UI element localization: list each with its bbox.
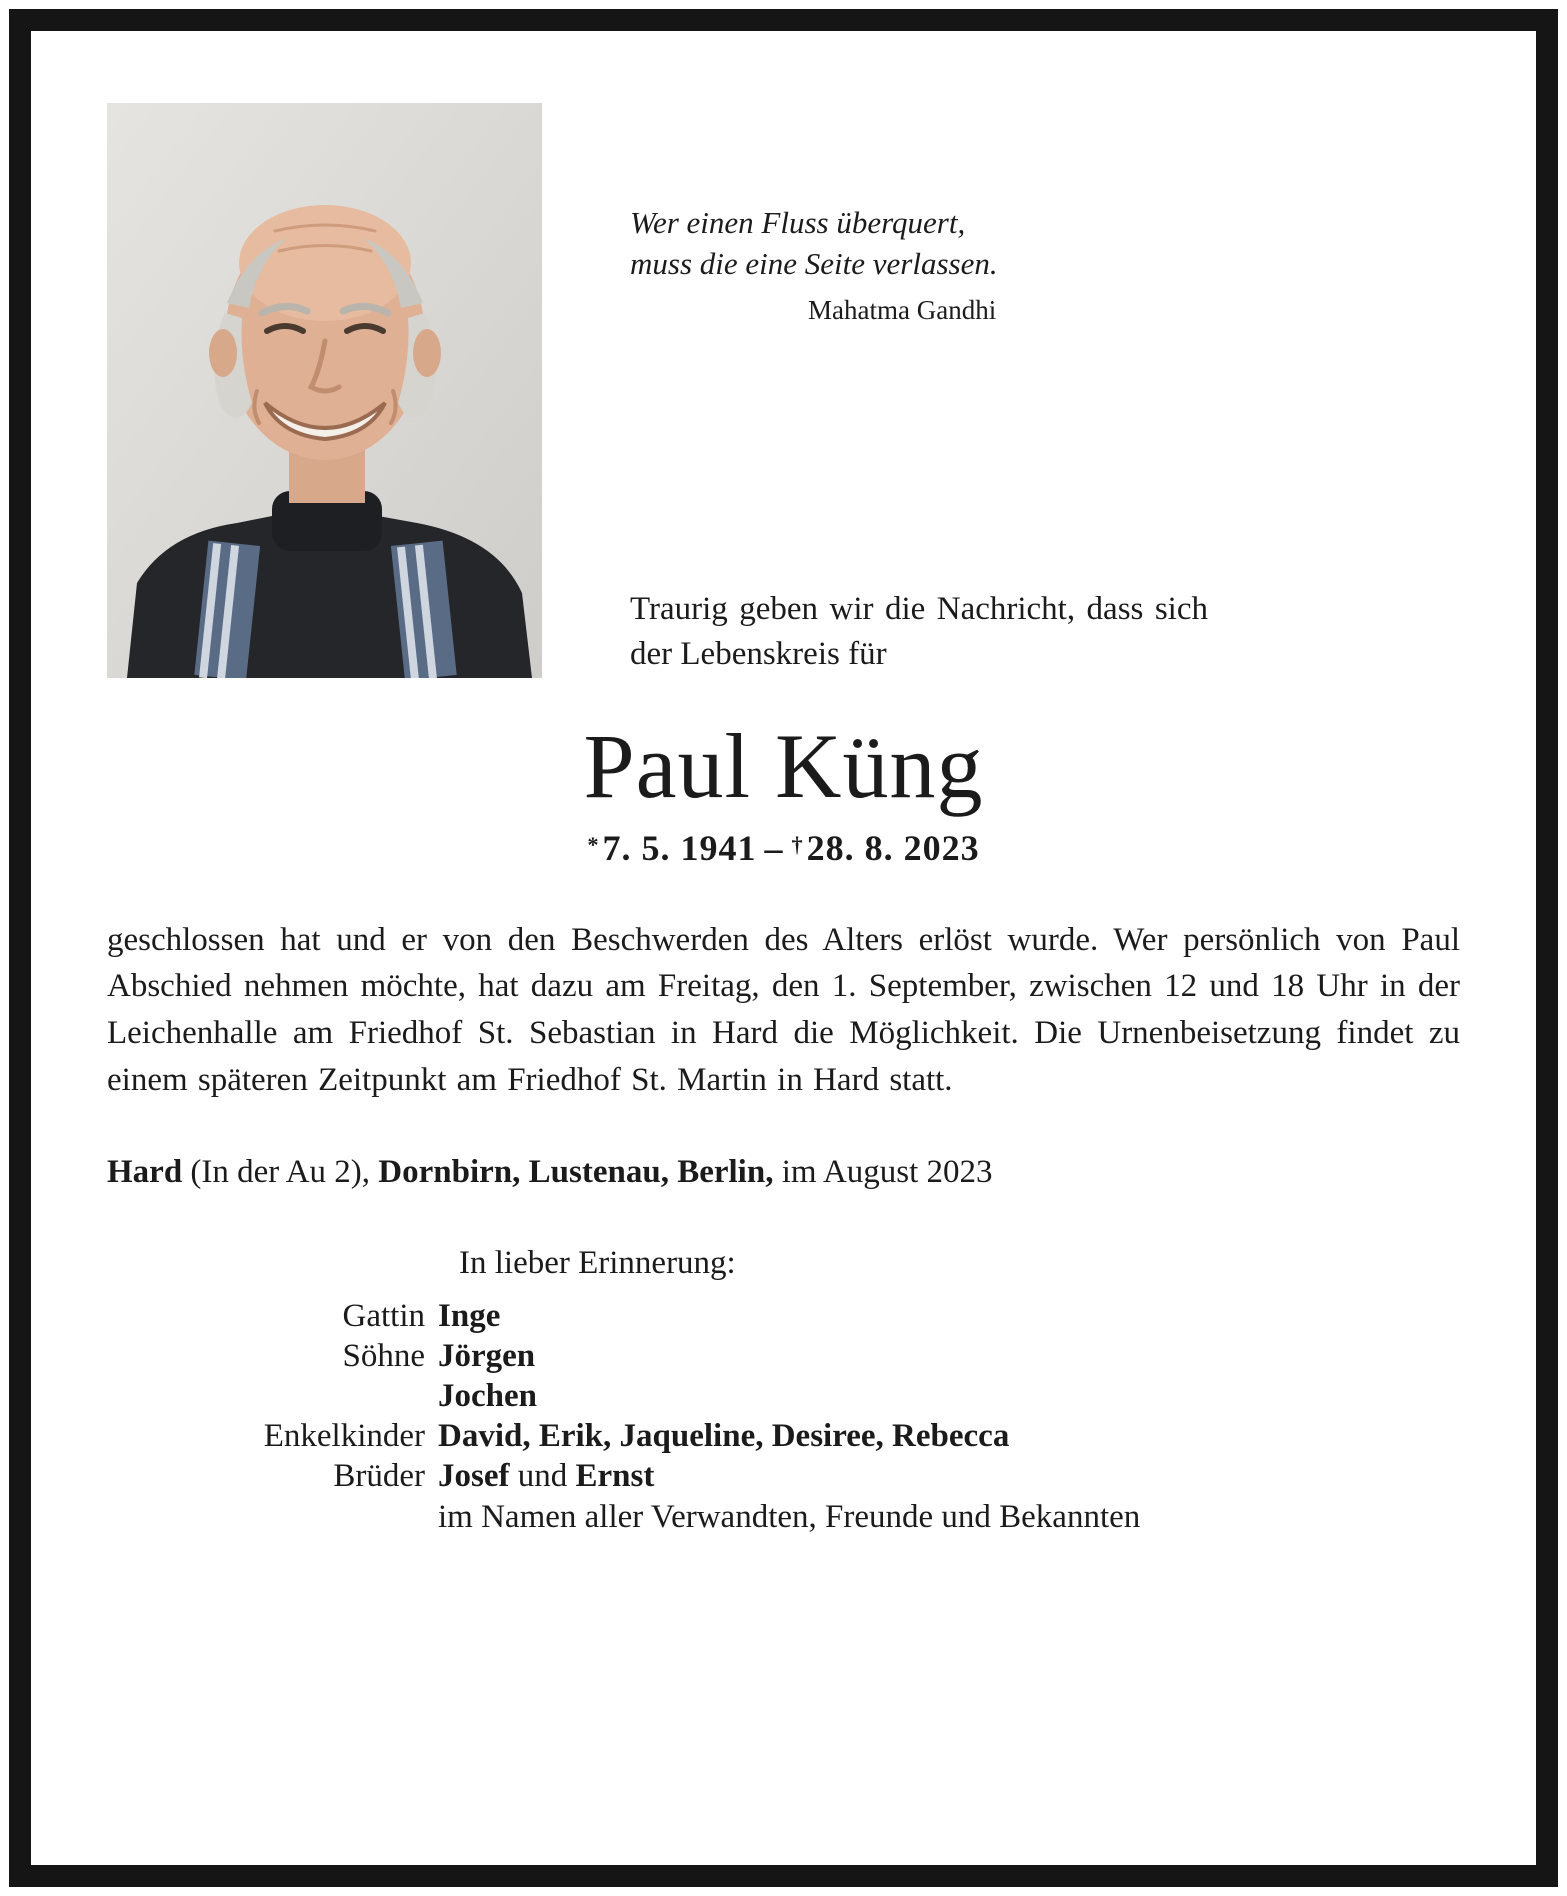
right-column	[630, 103, 1208, 678]
place-other-towns: Dornbirn, Lustenau, Berlin,	[378, 1154, 774, 1191]
relation-label: Söhne	[342, 1337, 425, 1374]
family-row-son-1	[107, 1338, 1460, 1375]
brother-name-1: Josef	[438, 1457, 510, 1494]
relation-name: Jörgen	[438, 1337, 536, 1374]
portrait-photo-illustration	[107, 103, 542, 678]
life-dates	[107, 827, 1460, 869]
death-date: 28. 8. 2023	[806, 827, 980, 868]
place-date: im August 2023	[781, 1154, 993, 1191]
death-symbol: †	[791, 831, 804, 857]
family-row-grandchildren	[107, 1418, 1460, 1455]
relation-label	[107, 1378, 425, 1415]
quote-line-1: Wer einen Fluss überquert,	[630, 205, 966, 240]
birth-date: 7. 5. 1941	[602, 827, 757, 868]
family-row-son-2	[107, 1378, 1460, 1415]
relation-label: Enkelkinder	[263, 1417, 425, 1454]
brother-name-2: Ernst	[575, 1457, 655, 1494]
relation-label: Brüder	[333, 1457, 425, 1494]
birth-symbol: *	[587, 831, 600, 857]
announcement-body: geschlossen hat und er von den Beschwerden des Alters erlöst wurde. Wer persönlich von Paul Abschied nehmen möchte, hat dazu am Freitag, den 1. September, zwischen 12 und 18 Uhr in der Leichenhalle am Friedhof St. Sebastian in Hard die Möglichkeit. Die Urnenbeisetzung findet zu einem späteren Zeitpunkt am Friedhof St. Martin in Hard statt.	[107, 921, 1460, 1099]
closing-line: im Namen aller Verwandten, Freunde und Bekannten	[438, 1498, 1141, 1535]
quote-line-2: muss die eine Seite verlassen.	[630, 245, 998, 281]
deceased-name: Paul Küng	[583, 715, 984, 817]
top-section	[107, 103, 1460, 678]
relation-label: Gattin	[342, 1298, 425, 1335]
conjunction: und	[517, 1457, 568, 1494]
announcement-intro: Traurig geben wir die Nachricht, dass sich der Lebenskreis für	[630, 590, 1208, 673]
family-row-brothers	[107, 1458, 1460, 1495]
portrait-photo	[107, 103, 542, 678]
quote-attribution: Mahatma Gandhi	[808, 294, 997, 325]
dates-separator: –	[764, 827, 784, 868]
relation-name: Jochen	[438, 1377, 537, 1414]
obituary-card	[9, 9, 1558, 1887]
family-list	[107, 1298, 1460, 1495]
place-address: (In der Au 2),	[190, 1154, 371, 1191]
relation-names	[438, 1458, 654, 1495]
relation-name: David, Erik, Jaqueline, Desiree, Rebecca	[438, 1417, 1010, 1454]
quote-block	[630, 203, 1208, 328]
family-row-wife	[107, 1298, 1460, 1335]
place-town: Hard	[107, 1154, 183, 1191]
places-line	[107, 1154, 1460, 1191]
remembrance-heading: In lieber Erinnerung:	[459, 1245, 736, 1282]
relation-name: Inge	[438, 1298, 501, 1335]
